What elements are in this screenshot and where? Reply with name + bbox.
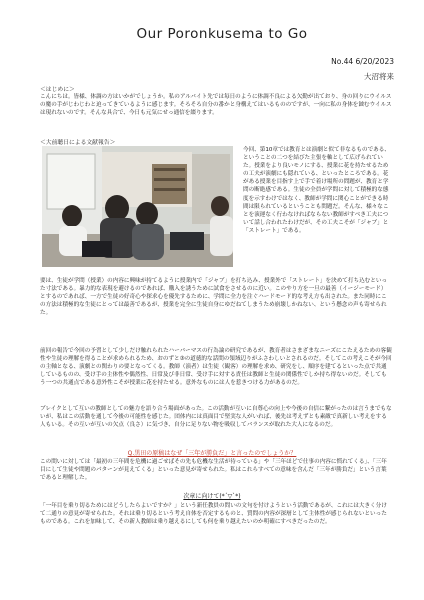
classroom-photo [42, 146, 233, 267]
author-name: 大沼将来 [364, 72, 394, 81]
masthead [112, 18, 332, 64]
issue-number-date: No.44 6/20/2023 [331, 57, 394, 66]
next-chapter-paragraph: 「一年目を乗り切るためにはどうしたらよいですか？」という新任教員の問いの文句を付けようという活動であるが、これには大きく分けて二通りの意見が寄せられた。それは乗り切るという考え自体を否定するものと、質問の内容が深層として主体性が感じられないといったものである。これを加味して、その新人教師は乗り越えるにしても何を乗り越えたいのか明確にすべきだったのだ。 [40, 503, 387, 525]
report-paragraph-3: 前回の報告で今回の予習として少しだけ触れられたハーバーマスの行為論の研究であるが、教育者はさまざまなニーズにこたえるための客観性や生徒の理解を得ることが求められるため、おのずと③の道徳的な話問の領域辺りがふさわしいとされるのだ。そしてこの考えこそが今回の主軸となる、演劇との関わりの要となってくる。教師（演者）は生徒（観客）の理解を求め、研究をし、順序を建てるといった点で共通しているものの、受け手の主体性や偶然性、日常及び非日常、受け手に対する責任は教師と生徒の関係性でしか持ち得ないのだ。そしてもう一つの共通点である意外性こそが授業に花を持たせる。意外なものには人を惹きつける力があるのだ。 [40, 348, 392, 386]
question-paragraph: この問いに対しては「最初の三年間を危機に過ごせばその先も危機な生活が待っている」や「三年ほどで仕事の内容に慣れてくる」、「三年目にして生徒や問題のパターンが見えてくる」といった意見が寄せられた。私はこれらすべての意味を含んだ「三年が勝負だ」という言葉であると理解した。 [40, 459, 387, 481]
next-chapter-heading: 次章に向けて(*´▽`*) [183, 493, 241, 500]
intro-heading: ＜はじめに＞ [40, 87, 75, 93]
report-paragraph-2: 要は、生徒が学問（授業）の内容に興味が持てるように授業内で「ジャブ」を打ち込み、授業外で「ストレート」を決めて打ち込むといった寸法である。暴力的な表現を避けるのであれば、購入を誘うために試食をさせるのに近い。このやり方を一旦の最善（イージーモード）とするのであれば、一方で生徒の好奇心や探求心を優先するために、学問に全力を注ぐハードモード的な考え方も出された。また同時にこの方法は積極的な生徒にとっては最善であるが、授業を完全に生徒自身にゆだねてしまうため崩壊しかねない、という懸念の声も寄せられた。 [40, 278, 388, 316]
question-heading: Q.黒田の原稿はなぜ「三年が勝負だ」と言ったのでしょうか？ [127, 450, 297, 457]
report-side-paragraph: 今回、第10章では教育とは演劇と似て非なるものである、ということの二つを結びた主張を軸として広げられていた。授業をより良いモノにする、授業に花を持たせるための工夫が演劇にも隠れている、といったところである。花がある授業を目指す上で手で着け場所の問題が、教育と学問の断絶感である。生徒の全員が学問に対して積極的な態度を示すわけではなく、教師が学問に関心ことができる時間は限られているということも問題だ。そんな、様々なことを演運なく行わなければならない教師がすべき工夫について話し合われたわけだが、その工夫こそが「ジャブ」と「ストレート」である。 [243, 147, 390, 234]
report-paragraph-4: ブレイクとして互いの教師としての魅力を語り合う場面があった。この活動が互いに自尊心の向上や今後の自信に繋がったのは言うまでもないが、私はこの活動を通して今後の可能性を感じた。団体内には真面目で堅実な人がいれば、後先は考えずとも素敵で真新しい考えをする人もいる。その互いが互いの欠点（良さ）に気づき、自分に足りない物を吸収してバランスが取れた大人になるのだ。 [40, 406, 392, 428]
intro-paragraph: こんにちは。皆様、体調の方はいかがでしょうか。私のアルバイト先では毎日のように体調不良による欠勤が出ており、身の回りにウイルスの魔の手がじわじわと迫ってきているように感じます。そろそろ自分の番かと身構えてはいるもののですが、一向に私の身体を蝕むウイルスは現れないのです。そんな具合で、今日も元気にせっ通信を綴ります。 [40, 94, 392, 116]
report-heading: ＜大前聴日による文献報告＞ [40, 140, 116, 146]
newsletter-title: Our Poronkusema to Go [136, 26, 308, 42]
classroom-photo-illustration [42, 146, 233, 267]
